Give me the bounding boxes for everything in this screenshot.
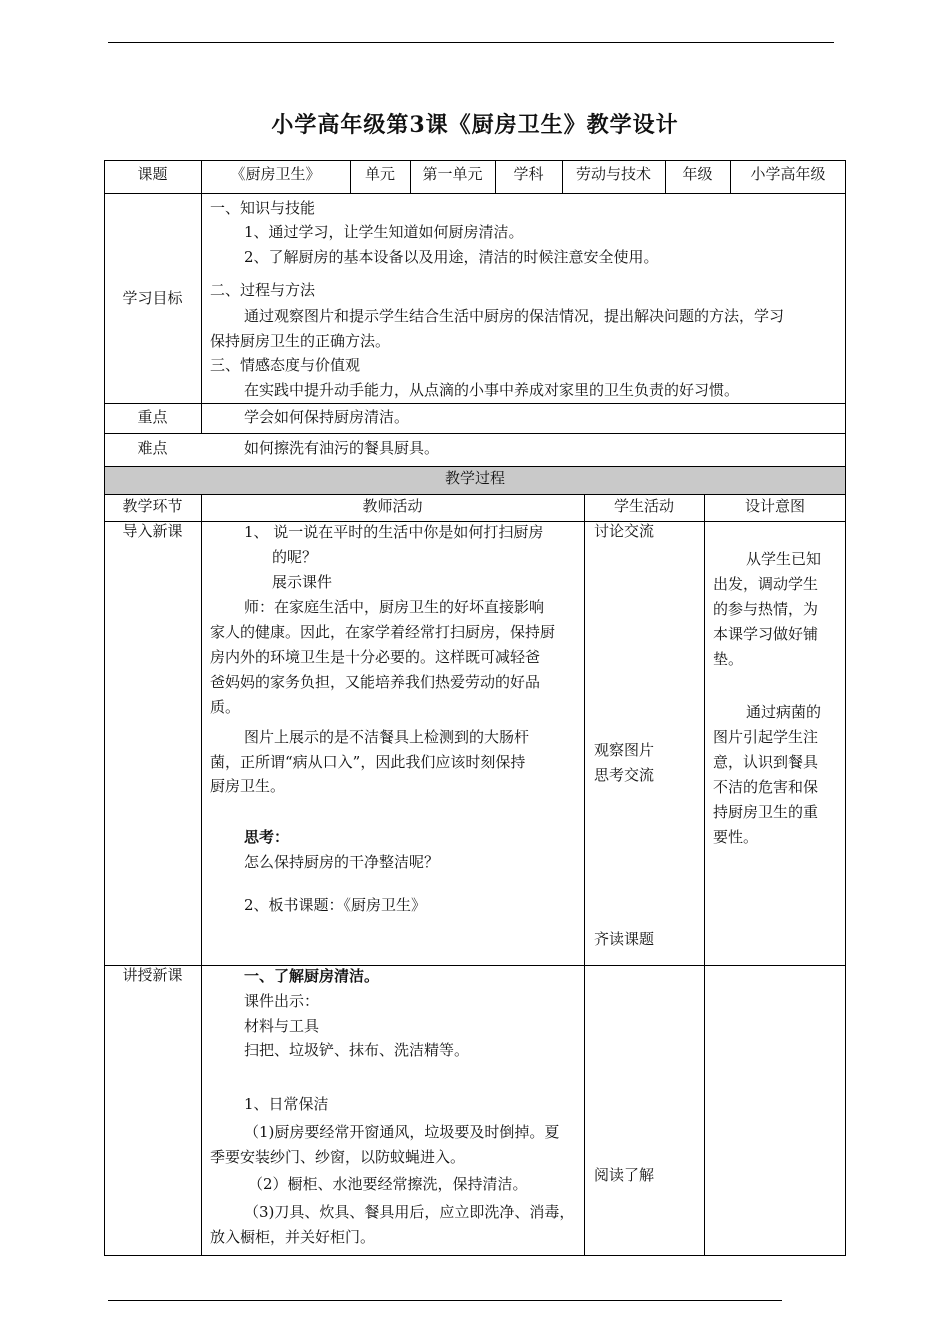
intro-teacher-line: 的呢？: [272, 548, 318, 566]
key-point-label: 重点: [137, 408, 168, 426]
col-header-teacher: 教师活动: [362, 497, 423, 515]
lecture-teacher-line: （3)刀具、炊具、餐具用后，应立即洗净、消毒，: [244, 1203, 575, 1221]
lecture-student-line: 阅读了解: [594, 1166, 655, 1184]
objectives-heading-2: 二、过程与方法: [210, 281, 316, 299]
lecture-teacher-line: （2）橱柜、水池要经常擦洗，保持清洁。: [248, 1175, 528, 1193]
intro-intent-line: 要性。: [713, 828, 759, 846]
intro-intent-line: 本课学习做好铺: [713, 625, 819, 643]
lecture-teacher-line: 季要安装纱门、纱窗，以防蚊蝇进入。: [210, 1148, 466, 1166]
intro-think-label: 思考：: [244, 828, 290, 846]
intro-intent-line: 出发，调动学生: [713, 575, 819, 593]
difficulty-label: 难点: [137, 439, 168, 457]
intro-teacher-line: 爸妈妈的家务负担，又能培养我们热爱劳动的好品: [210, 673, 541, 691]
objectives-heading-1: 一、知识与技能: [210, 199, 316, 217]
lecture-teacher-line: 课件出示：: [244, 992, 320, 1010]
intro-intent-line: 的参与热情，为: [713, 600, 819, 618]
col-header-student: 学生活动: [613, 497, 674, 515]
grade-label: 年级: [682, 165, 713, 183]
intro-teacher-line: 房内外的环境卫生是十分必要的。这样既可减轻爸: [210, 648, 541, 666]
subject-label: 学科: [513, 165, 544, 183]
intro-intent-line: 通过病菌的: [746, 703, 822, 721]
grade-value: 小学高年级: [750, 165, 826, 183]
unit-label: 单元: [364, 165, 395, 183]
lecture-teacher-line: 扫把、垃圾铲、抹布、洗洁精等。: [244, 1041, 470, 1059]
intro-teacher-line: 图片上展示的是不洁餐具上检测到的大肠杆: [244, 728, 530, 746]
intro-student-line: 思考交流: [594, 766, 655, 784]
objectives-heading-3: 三、情感态度与价值观: [210, 356, 361, 374]
intro-student-line: 讨论交流: [594, 522, 655, 540]
col-header-intent: 设计意图: [744, 497, 805, 515]
intro-teacher-line: 质。: [210, 698, 241, 716]
process-heading: 教学过程: [444, 469, 505, 487]
lecture-teacher-line: （1)厨房要经常开窗通风，垃圾要及时倒掉。夏: [244, 1123, 560, 1141]
intro-intent-line: 垫。: [713, 650, 744, 668]
topic-value: 《厨房卫生》: [230, 165, 321, 183]
subject-value: 劳动与技术: [575, 165, 651, 183]
topic-label: 课题: [137, 165, 168, 183]
objectives-line-3: 通过观察图片和提示学生结合生活中厨房的保洁情况，提出解决问题的方法，学习: [244, 307, 785, 325]
intro-intent-line: 意，认识到餐具: [713, 753, 819, 771]
header-rule: [108, 42, 834, 43]
intro-teacher-line: 2、板书课题：《厨房卫生》: [244, 896, 427, 914]
intro-intent-line: 持厨房卫生的重: [713, 803, 819, 821]
lecture-teacher-line: 1、日常保洁: [244, 1095, 329, 1113]
intro-teacher-line: 展示课件: [272, 573, 333, 591]
objectives-line-1: 1、通过学习，让学生知道如何厨房清洁。: [244, 223, 524, 241]
objectives-line-2: 2、了解厨房的基本设备以及用途，清洁的时候注意安全使用。: [244, 248, 659, 266]
intro-teacher-line: 菌，正所谓“病从口入”，因此我们应该时刻保持: [210, 753, 526, 771]
lecture-heading: 一、了解厨房清洁。: [244, 967, 380, 985]
footer-rule: [108, 1300, 782, 1301]
intro-stage: 导入新课: [122, 522, 183, 540]
page-title: 小学高年级第3课《厨房卫生》教学设计: [271, 112, 679, 138]
lesson-plan-table: [104, 160, 846, 1256]
lecture-teacher-line: 放入橱柜，并关好柜门。: [210, 1228, 376, 1246]
unit-value: 第一单元: [422, 165, 483, 183]
lecture-stage: 讲授新课: [122, 966, 183, 984]
intro-teacher-line: 厨房卫生。: [210, 777, 286, 795]
intro-teacher-line: 家人的健康。因此，在家学着经常打扫厨房，保持厨: [210, 623, 556, 641]
key-point-value: 学会如何保持厨房清洁。: [244, 408, 410, 426]
col-header-stage: 教学环节: [122, 497, 183, 515]
objectives-line-4: 保持厨房卫生的正确方法。: [210, 332, 391, 350]
intro-student-line: 观察图片: [594, 741, 655, 759]
objectives-line-5: 在实践中提升动手能力，从点滴的小事中养成对家里的卫生负责的好习惯。: [244, 381, 740, 399]
objectives-label: 学习目标: [122, 289, 183, 307]
intro-student-line: 齐读课题: [594, 930, 655, 948]
intro-think-question: 怎么保持厨房的干净整洁呢？: [244, 853, 440, 871]
intro-teacher-line: 师：在家庭生活中，厨房卫生的好坏直接影响: [244, 598, 545, 616]
difficulty-value: 如何擦洗有油污的餐具厨具。: [244, 439, 440, 457]
intro-intent-line: 图片引起学生注: [713, 728, 819, 746]
intro-intent-line: 从学生已知: [746, 550, 822, 568]
intro-teacher-line: 1、 说一说在平时的生活中你是如何打扫厨房: [244, 523, 544, 541]
lecture-teacher-line: 材料与工具: [244, 1017, 320, 1035]
intro-intent-line: 不洁的危害和保: [713, 778, 819, 796]
